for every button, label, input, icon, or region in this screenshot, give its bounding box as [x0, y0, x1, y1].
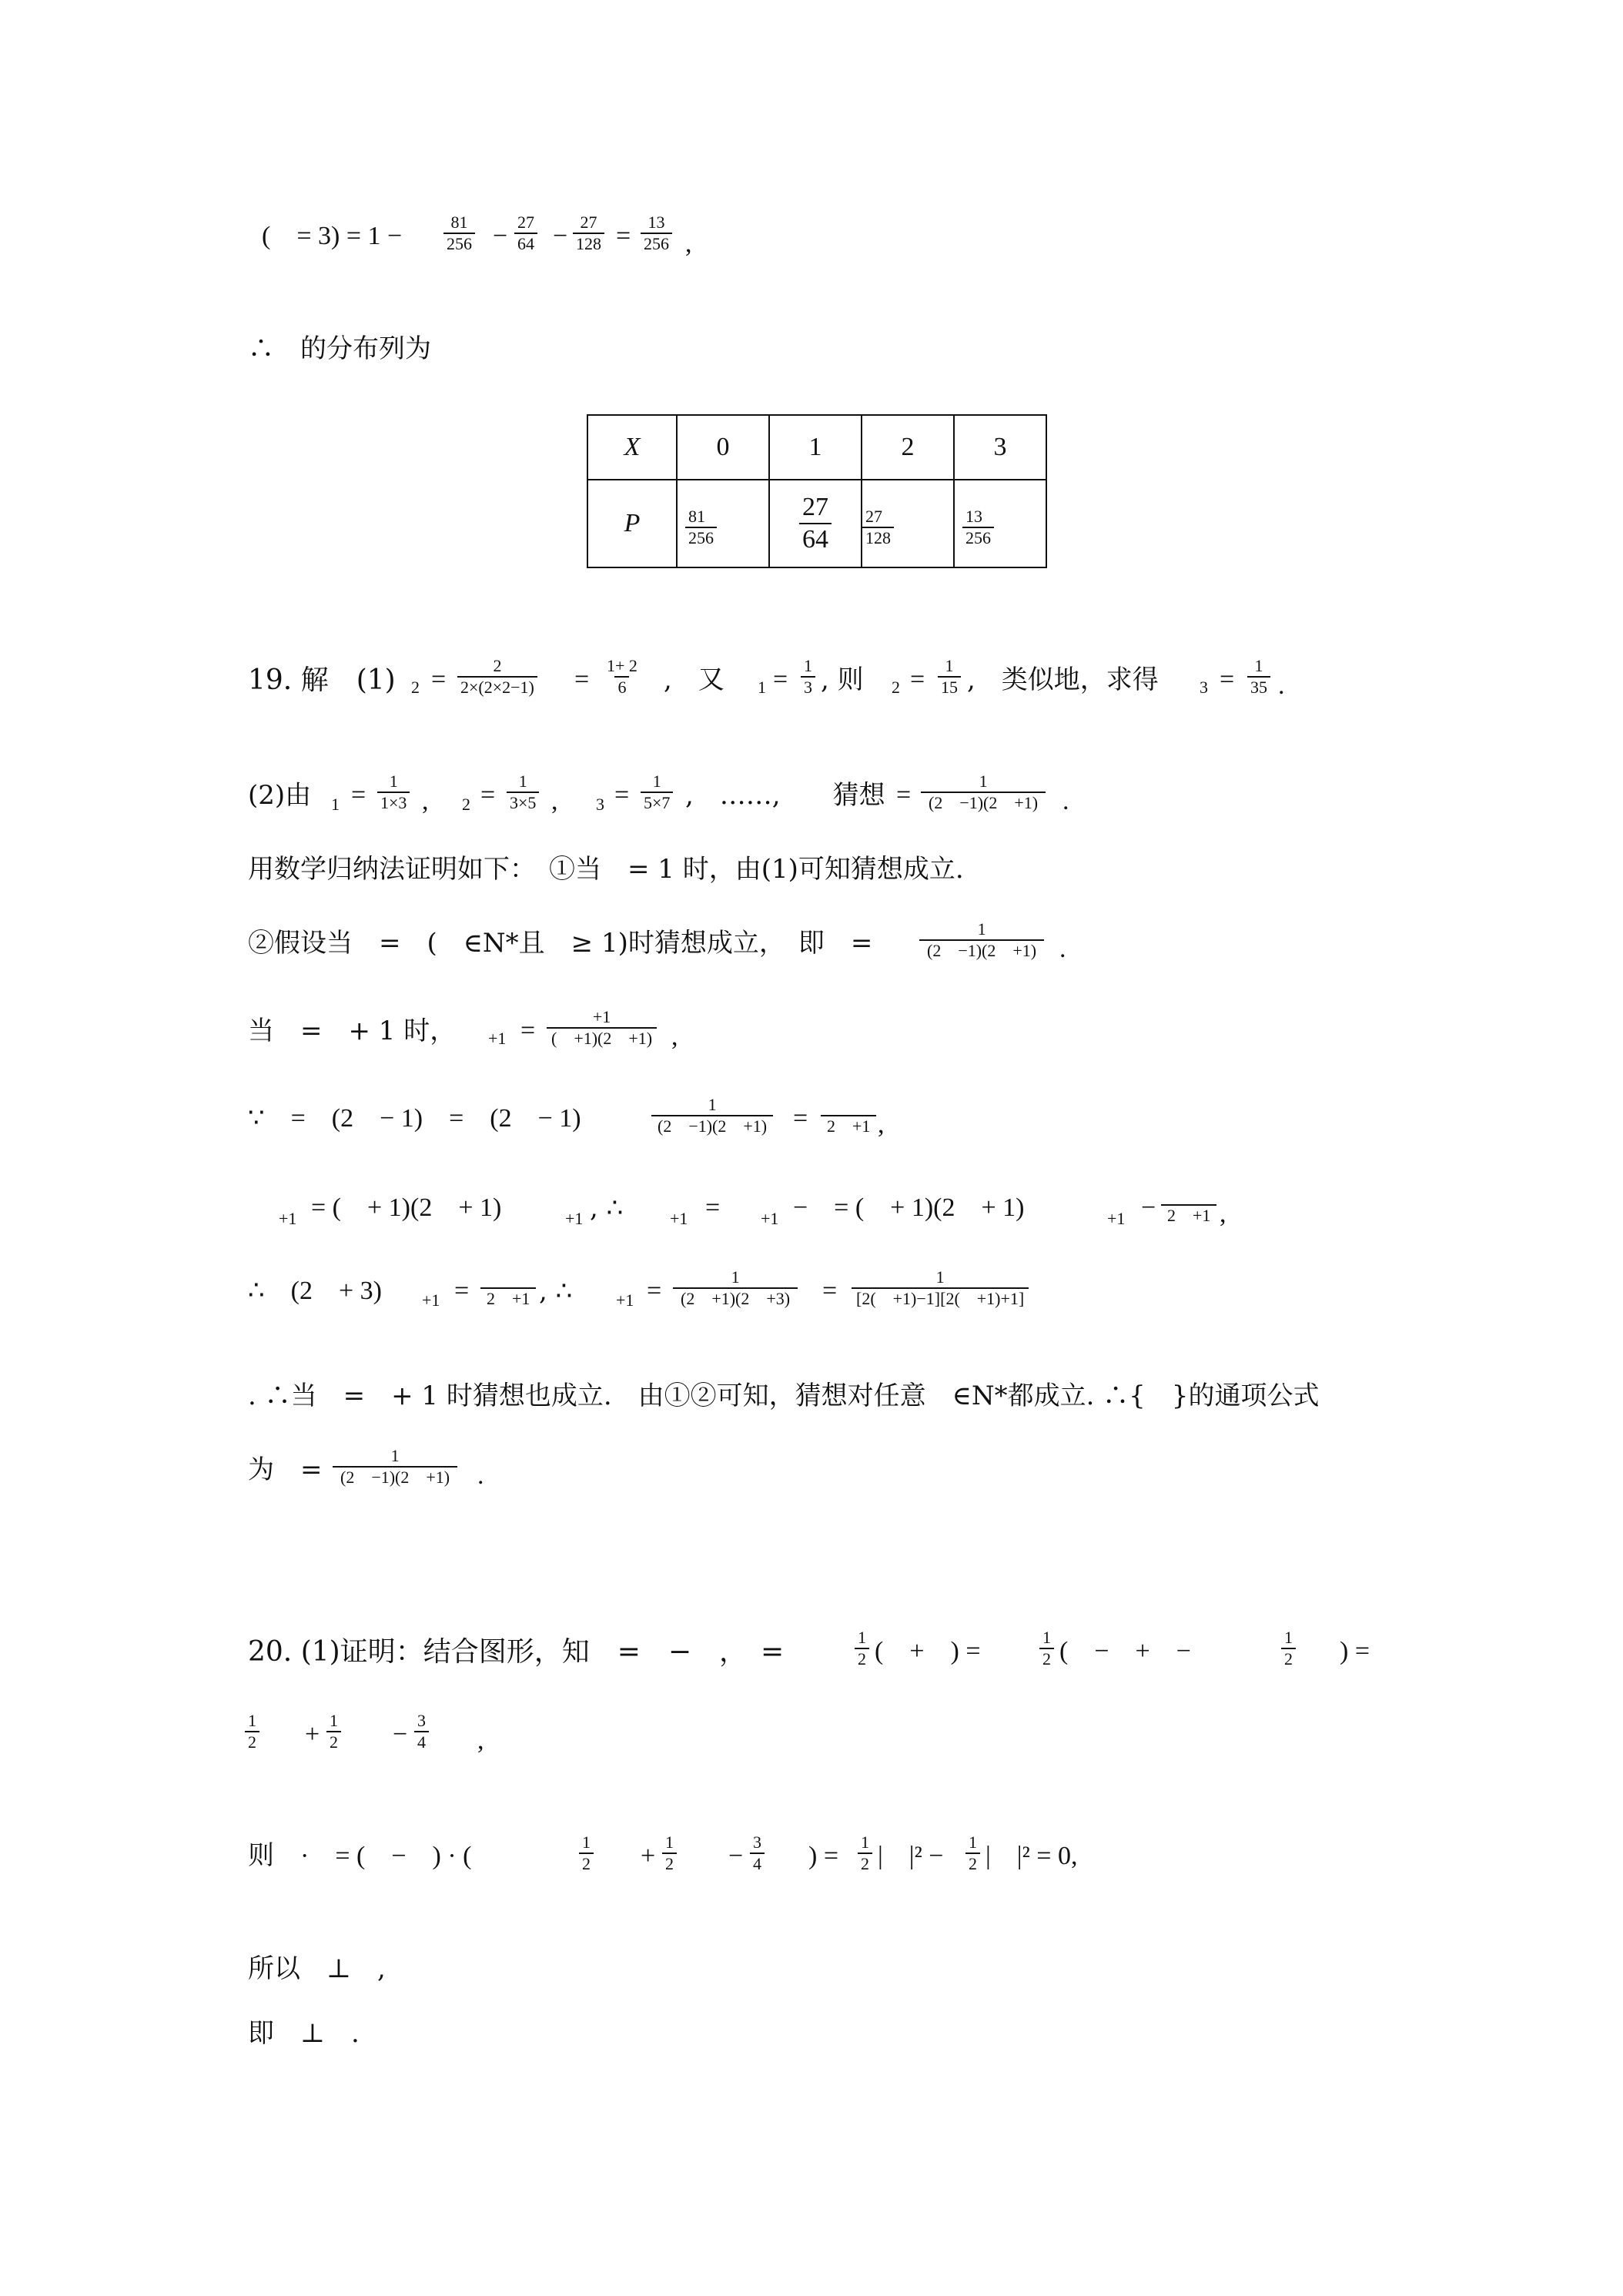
frac-num: 1 — [979, 771, 988, 791]
conclusion-2-text: 为 = — [248, 1454, 323, 1485]
frac-den: 2 — [326, 1731, 341, 1752]
frac-num: 3 — [753, 1832, 761, 1852]
q19-head: 19. 解 (1) — [248, 664, 396, 696]
frac-den: 2 — [245, 1731, 259, 1752]
table-row-label: P — [587, 480, 677, 567]
subscript: 1 — [758, 678, 766, 697]
subscript: 3 — [596, 795, 604, 814]
equals-sign: = — [454, 1277, 470, 1305]
frac-num: 27 — [865, 506, 882, 526]
q19-2-guess: , ……, 猜想 — [685, 780, 885, 811]
equals-sign: = — [1220, 665, 1235, 694]
frac-den: 256 — [685, 527, 717, 548]
equals-sign: = — [351, 781, 366, 809]
half-frac — [1281, 1628, 1296, 1669]
frac-num — [845, 1095, 852, 1115]
table-header-cell: 3 — [954, 415, 1046, 480]
frac-den: ( +1)(2 +1) — [547, 1027, 657, 1049]
q20-expr-1: ( + ) = — [875, 1637, 981, 1665]
frac-num: 27 — [517, 213, 534, 232]
table-header-row — [587, 415, 1046, 480]
frac-den: (2 −1)(2 +1) — [651, 1115, 773, 1136]
table-header-cell: 2 — [862, 415, 954, 480]
subscript: +1 — [279, 1209, 297, 1228]
equals-sign: = — [822, 1277, 838, 1305]
minus-sign: − — [393, 1720, 408, 1749]
frac-den: (2 −1)(2 +1) — [919, 939, 1044, 961]
frac-num: 1 — [977, 919, 986, 939]
subscript: 3 — [1200, 678, 1208, 697]
table-header-cell: 1 — [769, 415, 862, 480]
s-line-frac — [1161, 1184, 1216, 1226]
frac-num: 1 — [1254, 656, 1263, 675]
frac-den: (2 −1)(2 +1) — [333, 1466, 457, 1488]
q19-text-similar: , 类似地，求得 — [967, 664, 1159, 695]
frac-den: 128 — [862, 527, 894, 548]
q20c-head: 则 · = ( − ) · ( — [248, 1842, 472, 1870]
t-line-frac-3 — [852, 1267, 1029, 1309]
frac-den: 2 — [965, 1853, 980, 1874]
minus-sign: − — [728, 1842, 744, 1870]
frac-num: 1 — [248, 1711, 256, 1730]
frac-den: 2 — [855, 1648, 869, 1669]
frac-num — [505, 1267, 511, 1287]
plus-sign: + — [305, 1720, 320, 1749]
p3-frac-3 — [573, 213, 604, 254]
q20c-end: | |² = 0, — [986, 1842, 1078, 1870]
equals-sign: = — [647, 1277, 662, 1305]
frac-num: 1 — [731, 1267, 740, 1287]
comma: , — [1220, 1200, 1226, 1228]
frac-den: 2 — [858, 1853, 872, 1874]
frac-num: 1+ 2 — [607, 656, 637, 675]
comma: , — [551, 787, 558, 815]
period: . — [477, 1461, 484, 1490]
period: . — [1278, 671, 1285, 700]
subscript: 1 — [331, 795, 340, 814]
frac-den: 256 — [443, 233, 475, 254]
equals-sign: = — [616, 222, 631, 250]
frac-num: 81 — [450, 213, 468, 232]
frac-num: 1 — [858, 1628, 866, 1647]
equals-sign: = — [896, 781, 912, 809]
minus-sign: − — [493, 222, 508, 250]
conclusion-frac — [333, 1446, 457, 1488]
frac-den: 2 — [662, 1853, 677, 1874]
half-frac — [858, 1832, 872, 1874]
frac-num: 1 — [861, 1832, 869, 1852]
minus-sign: − — [1141, 1193, 1156, 1222]
p3-frac-4 — [641, 213, 672, 254]
table-header-cell: X — [587, 415, 677, 480]
therefore: , ∴ — [590, 1193, 624, 1223]
frac-den: 256 — [962, 527, 994, 548]
q19-frac-e — [1247, 656, 1270, 698]
subscript: 2 — [411, 678, 420, 697]
q19-frac-c — [801, 656, 815, 698]
equals-sign: = — [431, 665, 447, 694]
frac-num: 1 — [389, 771, 398, 791]
comma: , — [878, 1110, 885, 1139]
t-line-frac-2 — [673, 1267, 798, 1309]
subscript: +1 — [616, 1290, 634, 1310]
so-line: 所以 ⊥ , — [248, 1953, 386, 1984]
subscript: 2 — [462, 795, 470, 814]
frac-den: 2×(2×2−1) — [457, 676, 537, 698]
p3-frac-2 — [514, 213, 537, 254]
q20-expr-2: ( − + − — [1059, 1637, 1191, 1665]
frac-den: 4 — [750, 1853, 765, 1874]
frac-den: 256 — [641, 233, 672, 254]
ie-line: 即 ⊥ . — [248, 2018, 360, 2049]
frac-den: 2 — [1281, 1648, 1296, 1669]
t-line-text: ∴ (2 + 3) — [248, 1277, 382, 1305]
frac-den: [2( +1)−1][2( +1)+1] — [852, 1287, 1029, 1309]
frac-den: 35 — [1247, 676, 1270, 698]
subscript: +1 — [1107, 1209, 1126, 1228]
half-frac — [965, 1832, 980, 1874]
frac-den: 1×3 — [377, 792, 410, 813]
frac-num: 1 — [582, 1832, 591, 1852]
frac-den: (2 +1)(2 +3) — [673, 1287, 798, 1309]
equals-sign: = — [773, 665, 788, 694]
frac-num: 1 — [330, 1711, 338, 1730]
period: . — [1059, 935, 1066, 963]
equals-sign: = — [705, 1193, 721, 1222]
assume-frac — [919, 919, 1044, 961]
q19-frac-b — [604, 656, 641, 698]
q19-2-frac-3 — [641, 771, 673, 813]
because-frac-2 — [821, 1095, 876, 1136]
dist-intro: ∴ 的分布列为 — [248, 333, 431, 364]
half-frac — [1039, 1628, 1054, 1669]
frac-num: 1 — [518, 771, 527, 791]
frac-num: 1 — [652, 771, 661, 791]
subscript: +1 — [670, 1209, 688, 1228]
frac-num: 81 — [688, 506, 705, 526]
equals-sign: = — [614, 781, 630, 809]
frac-den: 2 — [579, 1853, 594, 1874]
distribution-table — [587, 414, 1047, 568]
assume-text: ②假设当 = ( ∈N*且 ≥ 1)时猜想成立， 即 = — [248, 928, 873, 959]
frac-den: 2 — [1039, 1648, 1054, 1669]
frac-den: 5×7 — [641, 792, 673, 813]
frac-num: 27 — [802, 493, 828, 521]
q19-frac-a — [457, 656, 537, 698]
frac-num: 1 — [1042, 1628, 1051, 1647]
frac-den: 15 — [938, 676, 961, 698]
frac-den: 64 — [799, 523, 832, 555]
s-line-expr: = ( + 1)(2 + 1) — [311, 1193, 502, 1222]
half-frac — [579, 1832, 594, 1874]
frac-den: 6 — [614, 676, 629, 698]
table-cell — [862, 480, 954, 567]
frac-den: 2 +1 — [480, 1287, 536, 1309]
frac-num: +1 — [592, 1007, 611, 1026]
comma: , — [685, 229, 692, 258]
q20-head: 20. (1)证明：结合图形，知 = − ， = — [248, 1636, 785, 1668]
subscript: +1 — [761, 1209, 779, 1228]
frac-num: 13 — [965, 506, 982, 526]
frac-den: 2 +1 — [821, 1115, 876, 1136]
comma: , — [477, 1726, 484, 1755]
q20c-bar: | |² − — [878, 1842, 944, 1870]
frac-den: 128 — [573, 233, 604, 254]
half-frac — [662, 1832, 677, 1874]
frac-den: 2 +1 — [1161, 1204, 1216, 1226]
subscript: +1 — [488, 1029, 507, 1048]
comma: , — [422, 787, 429, 815]
subscript: 2 — [892, 678, 900, 697]
frac-num: 1 — [804, 656, 812, 675]
frac-num: 1 — [969, 1832, 977, 1852]
frac-num: 1 — [935, 1267, 945, 1287]
three-quarters-frac — [414, 1711, 429, 1752]
subscript: +1 — [422, 1290, 440, 1310]
frac-num: 2 — [493, 656, 502, 675]
equals-sign: = — [480, 781, 496, 809]
frac-den: 3 — [801, 676, 815, 698]
frac-num: 1 — [708, 1095, 717, 1114]
q19-frac-d — [938, 656, 961, 698]
p3-frac-1 — [443, 213, 475, 254]
when-k1-text: 当 = + 1 时， — [248, 1016, 457, 1046]
p3-lhs: ( = 3) = 1 − — [262, 222, 403, 250]
q20c-mid: ) = — [808, 1842, 838, 1870]
equals-sign: = — [574, 665, 590, 694]
half-frac — [855, 1628, 869, 1669]
table-cell — [954, 480, 1046, 567]
half-frac — [245, 1711, 259, 1752]
frac-num: 1 — [665, 1832, 674, 1852]
conclusion-line-1: . ∴当 = + 1 时猜想也成立. 由①②可知，猜想对任意 ∈N*都成立. ∴{ }的通项公式 — [248, 1381, 1320, 1411]
because-frac — [651, 1095, 773, 1136]
because-text: ∵ = (2 − 1) = (2 − 1) — [248, 1104, 581, 1133]
frac-num — [1186, 1184, 1192, 1204]
frac-num: 13 — [648, 213, 665, 232]
q19-2-frac-1 — [377, 771, 410, 813]
equals-sign: = — [793, 1104, 808, 1133]
q19-text-again: , 又 — [664, 664, 724, 695]
q20-expr-3: ) = — [1340, 1637, 1370, 1665]
table-cell — [677, 480, 769, 567]
therefore: , ∴ — [539, 1276, 573, 1307]
frac-num: 3 — [417, 1711, 426, 1730]
subscript: +1 — [565, 1209, 584, 1228]
t-line-frac-1 — [480, 1267, 536, 1309]
induction-intro: 用数学归纳法证明如下： ①当 = 1 时，由(1)可知猜想成立. — [248, 854, 964, 885]
table-header-cell: 0 — [677, 415, 769, 480]
equals-sign: = — [520, 1016, 536, 1045]
table-cell — [769, 480, 862, 567]
period: . — [1062, 787, 1069, 815]
frac-den: 64 — [514, 233, 537, 254]
frac-den: 3×5 — [507, 792, 539, 813]
q19-2-head: (2)由 — [248, 780, 312, 811]
comma: , — [671, 1022, 678, 1051]
s-line-expr-2: − = ( + 1)(2 + 1) — [793, 1193, 1025, 1222]
q19-text-then: , 则 — [821, 664, 864, 695]
frac-num: 1 — [1284, 1628, 1293, 1647]
q19-2-frac-2 — [507, 771, 539, 813]
half-frac — [326, 1711, 341, 1752]
table-row — [587, 480, 1046, 567]
plus-sign: + — [641, 1842, 656, 1870]
frac-den: (2 −1)(2 +1) — [921, 792, 1046, 813]
frac-den: 4 — [414, 1731, 429, 1752]
frac-num: 1 — [390, 1446, 400, 1465]
three-quarters-frac — [750, 1832, 765, 1874]
equals-sign: = — [910, 665, 925, 694]
minus-sign: − — [553, 222, 568, 250]
when-k1-frac — [547, 1007, 657, 1049]
frac-num: 27 — [580, 213, 597, 232]
frac-num: 1 — [945, 656, 954, 675]
q19-2-frac-gen — [921, 771, 1046, 813]
